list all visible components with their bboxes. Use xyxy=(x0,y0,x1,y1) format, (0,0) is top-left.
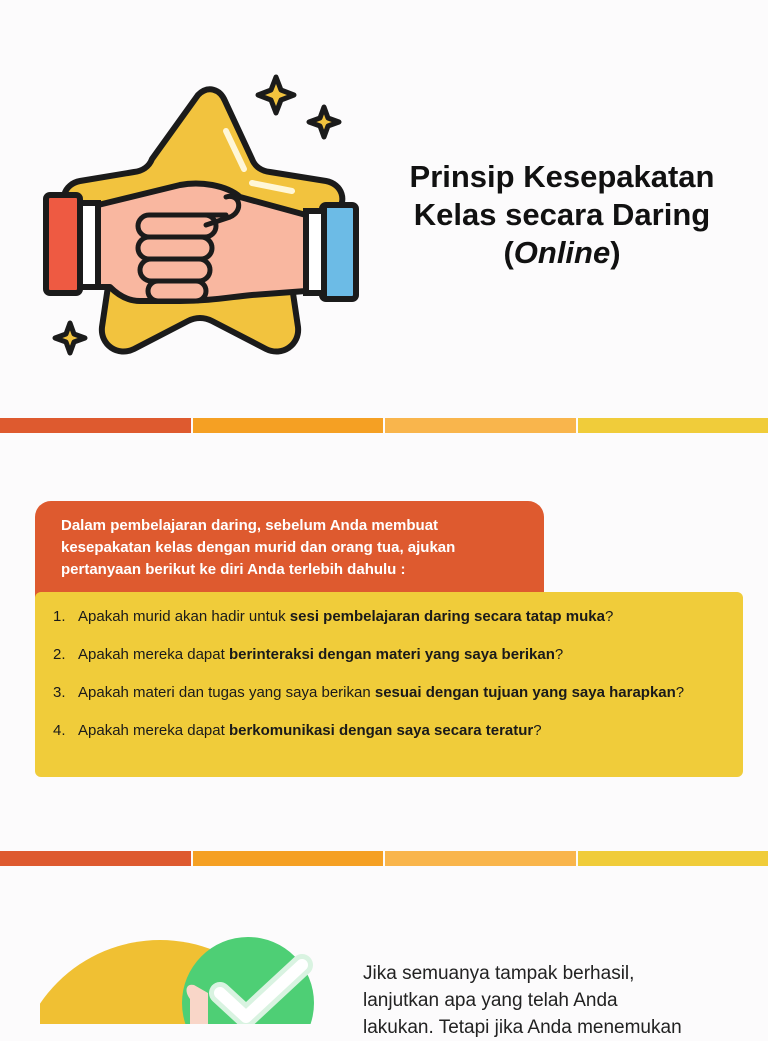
stripe-segment xyxy=(193,418,384,433)
question-text: Apakah mereka dapat berinteraksi dengan materi yang saya berikan? xyxy=(78,645,563,665)
question-item xyxy=(53,607,723,627)
divider-stripe-top xyxy=(0,418,768,433)
question-text: Apakah materi dan tugas yang saya berikan sesuai dengan tujuan yang saya harapkan? xyxy=(78,683,684,703)
stripe-segment xyxy=(0,418,191,433)
bottom-paragraph xyxy=(363,960,763,1041)
title-line-1: Prinsip Kesepakatan xyxy=(380,158,744,196)
stripe-segment xyxy=(0,851,191,866)
intro-line: pertanyaan berikut ke diri Anda terlebih dahulu : xyxy=(61,559,524,581)
stripe-segment xyxy=(578,851,768,866)
question-number: 4. xyxy=(53,721,78,741)
bottom-line: Jika semuanya tampak berhasil, xyxy=(363,960,763,987)
question-item xyxy=(53,645,723,665)
divider-stripe-bottom xyxy=(0,851,768,866)
intro-line: Dalam pembelajaran daring, sebelum Anda membuat xyxy=(61,515,524,537)
questions-box xyxy=(35,592,743,777)
questions-list xyxy=(53,607,723,741)
title-line-2: Kelas secara Daring xyxy=(380,196,744,234)
stripe-segment xyxy=(578,418,768,433)
question-text: Apakah mereka dapat berkomunikasi dengan saya secara teratur? xyxy=(78,721,542,741)
stripe-segment xyxy=(385,851,576,866)
stripe-segment xyxy=(385,418,576,433)
checkmark-hand-icon xyxy=(40,935,330,1024)
stripe-segment xyxy=(193,851,384,866)
question-item xyxy=(53,683,723,703)
question-number: 3. xyxy=(53,683,78,703)
question-number: 2. xyxy=(53,645,78,665)
question-item xyxy=(53,721,723,741)
question-number: 1. xyxy=(53,607,78,627)
handshake-star-icon xyxy=(30,65,375,370)
intro-line: kesepakatan kelas dengan murid dan orang tua, ajukan xyxy=(61,537,524,559)
bottom-line: lakukan. Tetapi jika Anda menemukan xyxy=(363,1014,763,1041)
title-italic-word: Online xyxy=(514,235,610,270)
page-title xyxy=(380,158,744,272)
question-text: Apakah murid akan hadir untuk sesi pembelajaran daring secara tatap muka? xyxy=(78,607,613,627)
bottom-line: lanjutkan apa yang telah Anda xyxy=(363,987,763,1014)
title-line-3: (Online) xyxy=(380,234,744,272)
